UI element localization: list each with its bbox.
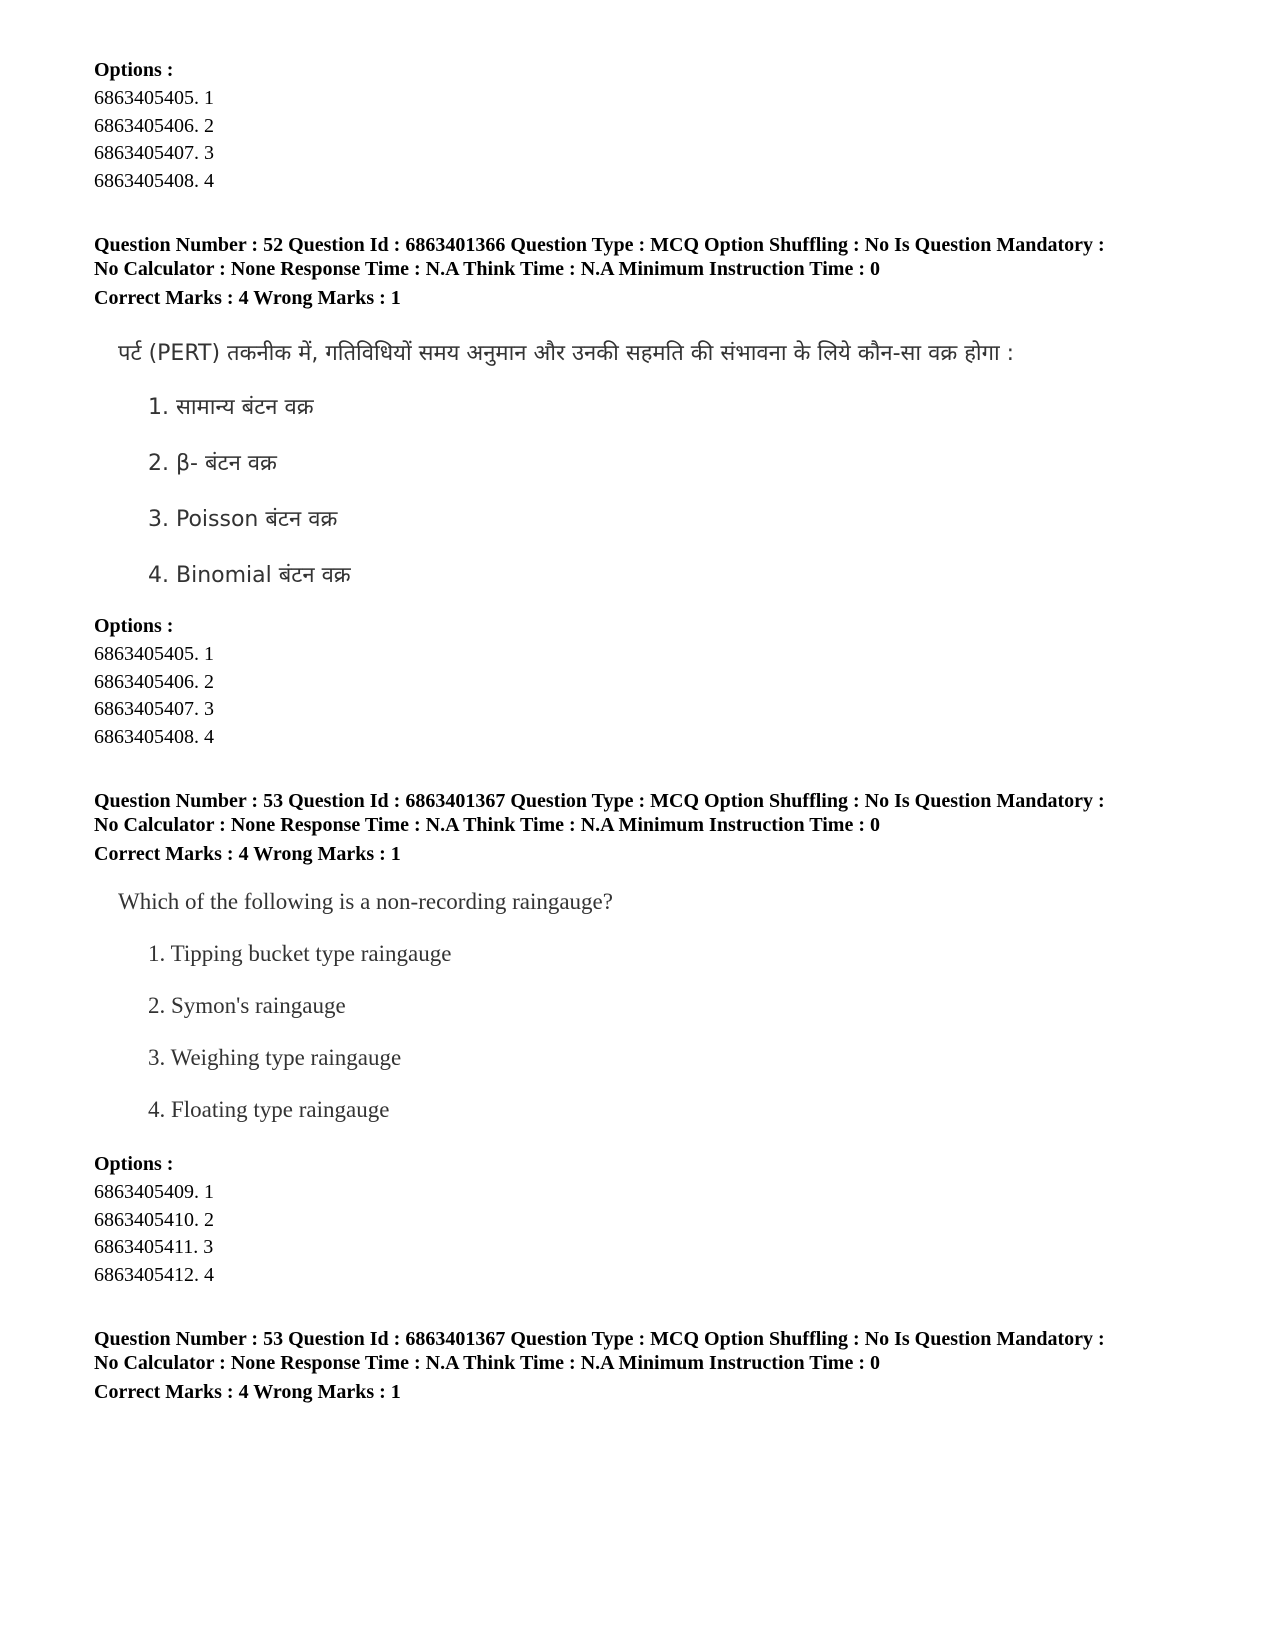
options-heading: Options : — [94, 1153, 174, 1175]
question-marks: Correct Marks : 4 Wrong Marks : 1 — [94, 843, 401, 865]
options-heading: Options : — [94, 59, 174, 81]
question-marks: Correct Marks : 4 Wrong Marks : 1 — [94, 1381, 401, 1403]
question-meta-line: No Calculator : None Response Time : N.A Think Time : N.A Minimum Instruction Time : 0 — [94, 258, 880, 280]
option-line: 6863405410. 2 — [94, 1209, 214, 1231]
question-53-choice: 2. Symon's raingauge — [148, 993, 346, 1018]
option-line: 6863405407. 3 — [94, 698, 214, 720]
option-line: 6863405409. 1 — [94, 1181, 214, 1203]
question-meta-line: Question Number : 52 Question Id : 6863401366 Question Type : MCQ Option Shuffling : No Is Question Mandatory : — [94, 234, 1105, 256]
option-line: 6863405407. 3 — [94, 142, 214, 164]
option-line: 6863405406. 2 — [94, 115, 214, 137]
question-meta-line: No Calculator : None Response Time : N.A Think Time : N.A Minimum Instruction Time : 0 — [94, 1352, 880, 1374]
question-53-repeat-meta — [94, 1327, 1214, 1404]
question-52-choice: 1. सामान्य बंटन वक्र — [148, 395, 314, 420]
question-53-text: Which of the following is a non-recording raingauge? — [118, 889, 613, 914]
question-52-meta — [94, 233, 1214, 310]
option-line: 6863405405. 1 — [94, 87, 214, 109]
option-line: 6863405406. 2 — [94, 671, 214, 693]
question-52-choice: 4. Binomial बंटन वक्र — [148, 563, 351, 588]
question-meta-line: No Calculator : None Response Time : N.A Think Time : N.A Minimum Instruction Time : 0 — [94, 814, 880, 836]
question-marks: Correct Marks : 4 Wrong Marks : 1 — [94, 287, 401, 309]
option-line: 6863405411. 3 — [94, 1236, 214, 1258]
options-heading: Options : — [94, 615, 174, 637]
question-53-choice: 3. Weighing type raingauge — [148, 1045, 402, 1070]
question-52-choice: 2. β- बंटन वक्र — [148, 451, 277, 476]
option-line: 6863405408. 4 — [94, 726, 214, 748]
question-52-text: पर्ट (PERT) तकनीक में, गतिविधियों समय अनुमान और उनकी सहमति की संभावना के लिये कौन-सा वक्र होगा : — [118, 341, 1015, 366]
option-line: 6863405408. 4 — [94, 170, 214, 192]
question-53-choice: 4. Floating type raingauge — [148, 1097, 390, 1122]
question-53-meta — [94, 789, 1214, 866]
option-line: 6863405412. 4 — [94, 1264, 214, 1286]
question-53-choice: 1. Tipping bucket type raingauge — [148, 941, 452, 966]
question-meta-line: Question Number : 53 Question Id : 6863401367 Question Type : MCQ Option Shuffling : No Is Question Mandatory : — [94, 1328, 1105, 1350]
question-meta-line: Question Number : 53 Question Id : 6863401367 Question Type : MCQ Option Shuffling : No Is Question Mandatory : — [94, 790, 1105, 812]
option-line: 6863405405. 1 — [94, 643, 214, 665]
question-52-choice: 3. Poisson बंटन वक्र — [148, 507, 338, 532]
